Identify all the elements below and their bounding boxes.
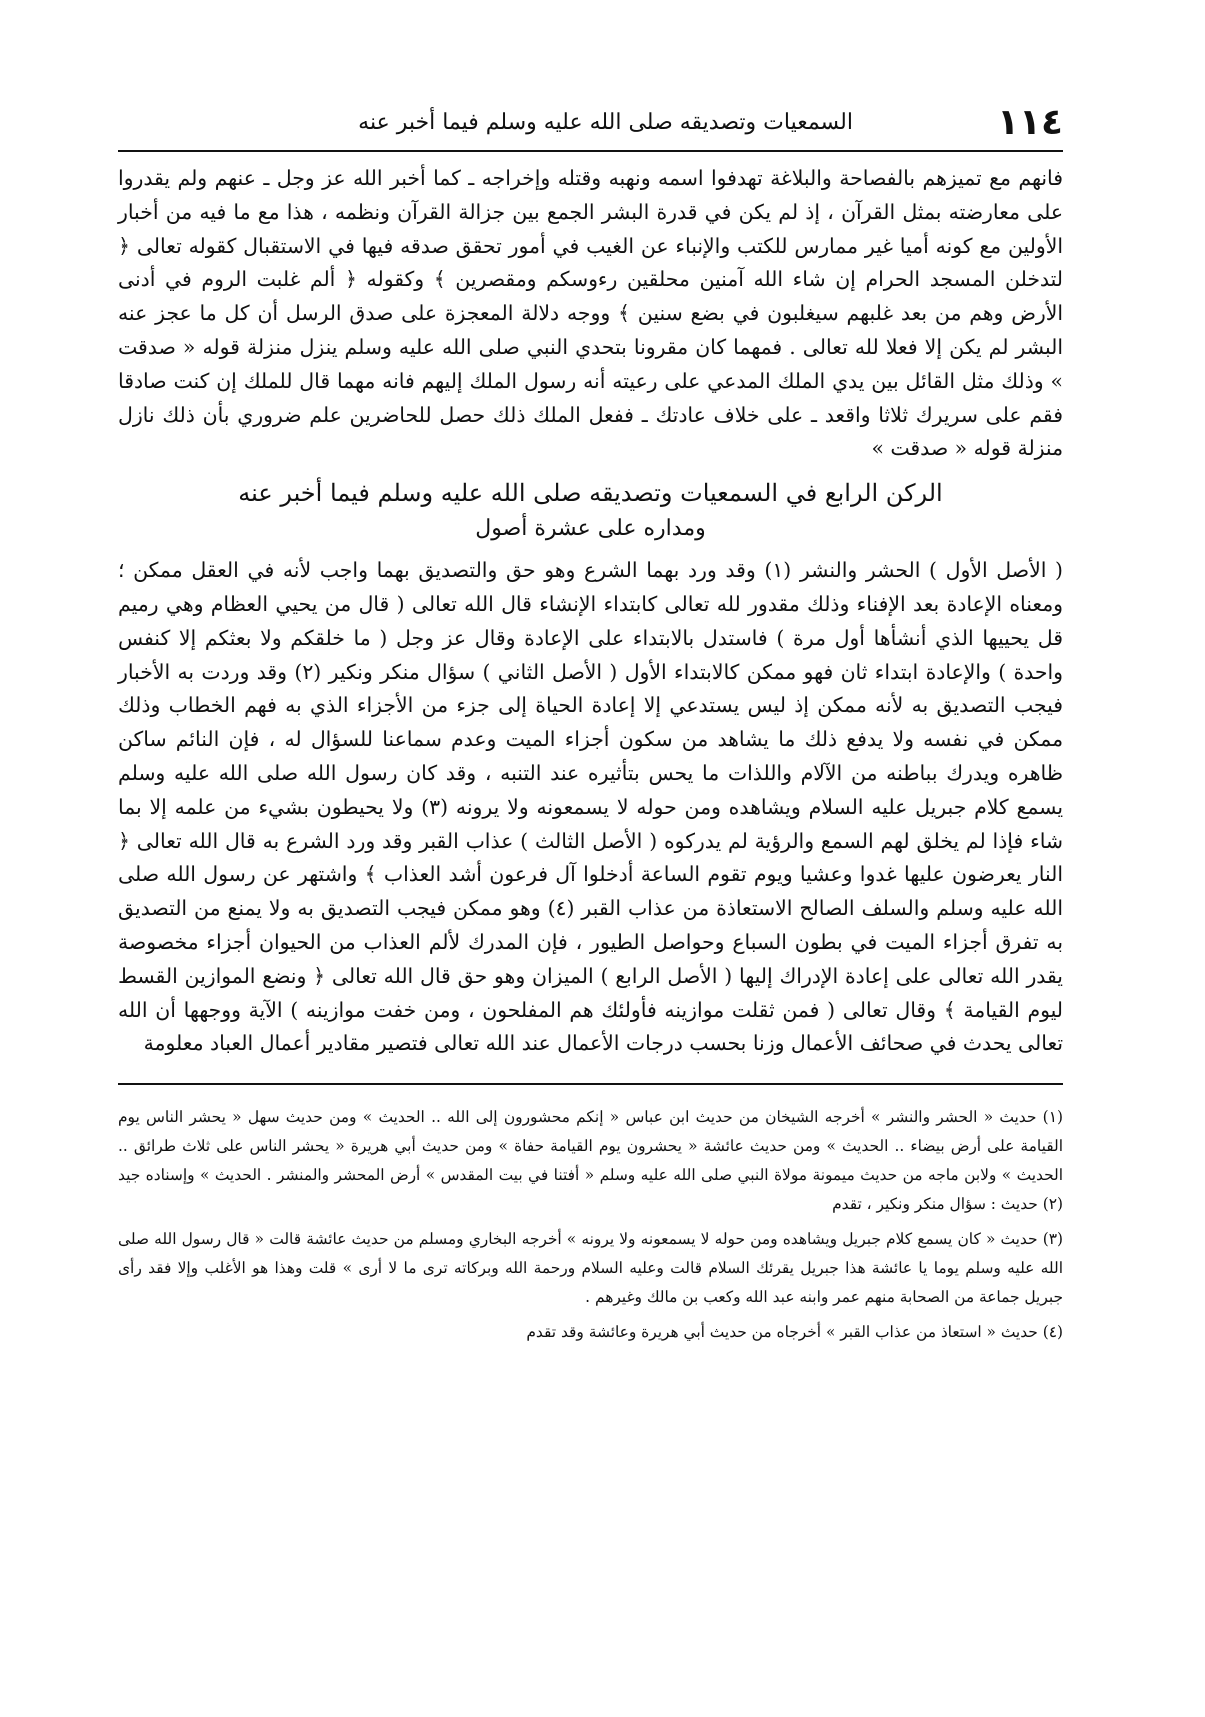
main-paragraph: ( الأصل الأول ) الحشر والنشر (١) وقد ورد بهما الشرع وهو حق والتصديق بهما واجب لأنه في العقل ممكن ؛ ومعناه الإعادة بعد الإفناء وذلك مقدور لله تعالى كابتداء الإنشاء قال الله تعالى ( قال من يحيي العظام وهي رميم قل يحييها الذي أنشأها أول مرة ) فاستدل بالابتداء على الإعادة وقال عز وجل ( ما خلقكم ولا بعثكم إلا كنفس واحدة ) والإعادة ابتداء ثان فهو ممكن كالابتداء الأول ( الأصل الثاني ) سؤال منكر ونكير (٢) وقد وردت به الأخبار فيجب التصديق به لأنه ممكن إذ ليس يستدعي إلا إعادة الحياة إلى جزء من الأجزاء الذي به فهم الخطاب وذلك ممكن في نفسه ولا يدفع ذلك ما يشاهد من سكون أجزاء الميت وعدم سماعنا للسؤال له ، فإن النائم ساكن ظاهره ويدرك بباطنه من الآلام واللذات ما يحس بتأثيره عند التنبه ، وقد كان رسول الله صلى الله عليه وسلم يسمع كلام جبريل عليه السلام ويشاهده ومن حوله لا يسمعونه ولا يرونه (٣) ولا يحيطون بشيء من علمه إلا بما شاء فإذا لم يخلق لهم السمع والرؤية لم يدركوه ( الأصل الثالث ) عذاب القبر وقد ورد الشرع به قال الله تعالى ﴿ النار يعرضون عليها غدوا وعشيا ويوم تقوم الساعة أدخلوا آل فرعون أشد العذاب ﴾ واشتهر عن رسول الله صلى الله عليه وسلم والسلف الصالح الاستعاذة من عذاب القبر (٤) وهو ممكن فيجب التصديق به ولا يمنع من التصديق به تفرق أجزاء الميت في بطون السباع وحواصل الطيور ، فإن المدرك لألم العذاب من الحيوان أجزاء مخصوصة يقدر الله تعالى على إعادة الإدراك إليها ( الأصل الرابع ) الميزان وهو حق قال الله تعالى ﴿ ونضع الموازين القسط ليوم القيامة ﴾ وقال تعالى ( فمن ثقلت موازينه فأولئك هم المفلحون ، ومن خفت موازينه ) الآية ووجهها أن الله تعالى يحدث في صحائف الأعمال وزنا بحسب درجات الأعمال عند الله تعالى فتصير مقادير أعمال العباد معلومة bbox=[118, 558, 1064, 1056]
page-number: ١١٤ bbox=[997, 102, 1063, 143]
footnote-separator bbox=[118, 1083, 1063, 1085]
section-subheading: ومداره على عشرة أصول bbox=[475, 516, 706, 542]
running-head bbox=[118, 100, 1063, 152]
footnote-1-2: (١) حديث « الحشر والنشر » أخرجه الشيخان من حديث ابن عباس « إنكم محشورون إلى الله .. الحديث » ومن حديث سهل « يحشر الناس يوم القيامة على أرض بيضاء .. الحديث » ومن حديث عائشة « يحشرون يوم القيامة حفاة » ومن حديث أبي هريرة « يحشر الناس على ثلاث طرائق .. الحديث » ولابن ماجه من حديث ميمونة مولاة النبي صلى الله عليه وسلم « أفتنا في بيت المقدس » أرض المحشر والمنشر . الحديث » وإسناده جيد (٢) حديث : سؤال منكر ونكير ، تقدم bbox=[118, 1108, 1063, 1214]
running-title: السمعيات وتصديقه صلى الله عليه وسلم فيما أخبر عنه bbox=[358, 110, 853, 135]
section-heading: الركن الرابع في السمعيات وتصديقه صلى الله عليه وسلم فيما أخبر عنه bbox=[238, 479, 943, 508]
footnote-3: (٣) حديث « كان يسمع كلام جبريل ويشاهده ومن حوله لا يسمعونه ولا يرونه » أخرجه البخاري ومسلم من حديث عائشة قالت « قال رسول الله صلى الله عليه وسلم يوما يا عائشة هذا جبريل يقرئك السلام قالت وعليه السلام ورحمة الله وبركاته ترى ما لا أرى » قلت وهذا هو الأغلب وإلا فقد رأى جبريل جماعة من الصحابة منهم عمر وابنه عبد الله وكعب بن مالك وغيرهم . bbox=[118, 1230, 1063, 1307]
footnotes bbox=[118, 1103, 1063, 1347]
footnote-4: (٤) حديث « استعاذ من عذاب القبر » أخرجاه من حديث أبي هريرة وعائشة وقد تقدم bbox=[526, 1323, 1063, 1342]
body-text bbox=[118, 162, 1063, 1061]
book-page bbox=[118, 100, 1063, 1660]
intro-paragraph: فانهم مع تميزهم بالفصاحة والبلاغة تهدفوا اسمه ونهبه وقتله وإخراجه ـ كما أخبر الله عز وجل ـ عنهم ولم يقدروا على معارضته بمثل القرآن ، إذ لم يكن في قدرة البشر الجمع بين جزالة القرآن ونظمه ، هذا مع ما فيه من أخبار الأولين مع كونه أميا غير ممارس للكتب والإنباء عن الغيب في أمور تحقق صدقه فيها في الاستقبال كقوله تعالى ﴿ لتدخلن المسجد الحرام إن شاء الله آمنين محلقين رءوسكم ومقصرين ﴾ وكقوله ﴿ ألم غلبت الروم في أدنى الأرض وهم من بعد غلبهم سيغلبون في بضع سنين ﴾ ووجه دلالة المعجزة على صدق الرسل أن كل ما عجز عنه البشر لم يكن إلا فعلا لله تعالى . فمهما كان مقرونا بتحدي النبي صلى الله عليه وسلم ينزل منزلة قوله « صدقت » وذلك مثل القائل بين يدي الملك المدعي على رعيته أنه رسول الملك إليهم فانه مهما قال للملك إن كنت صادقا فقم على سريرك ثلاثا واقعد ـ على خلاف عادتك ـ ففعل الملك ذلك حصل للحاضرين علم ضروري بأن ذلك نازل منزلة قوله « صدقت » bbox=[118, 166, 1063, 461]
